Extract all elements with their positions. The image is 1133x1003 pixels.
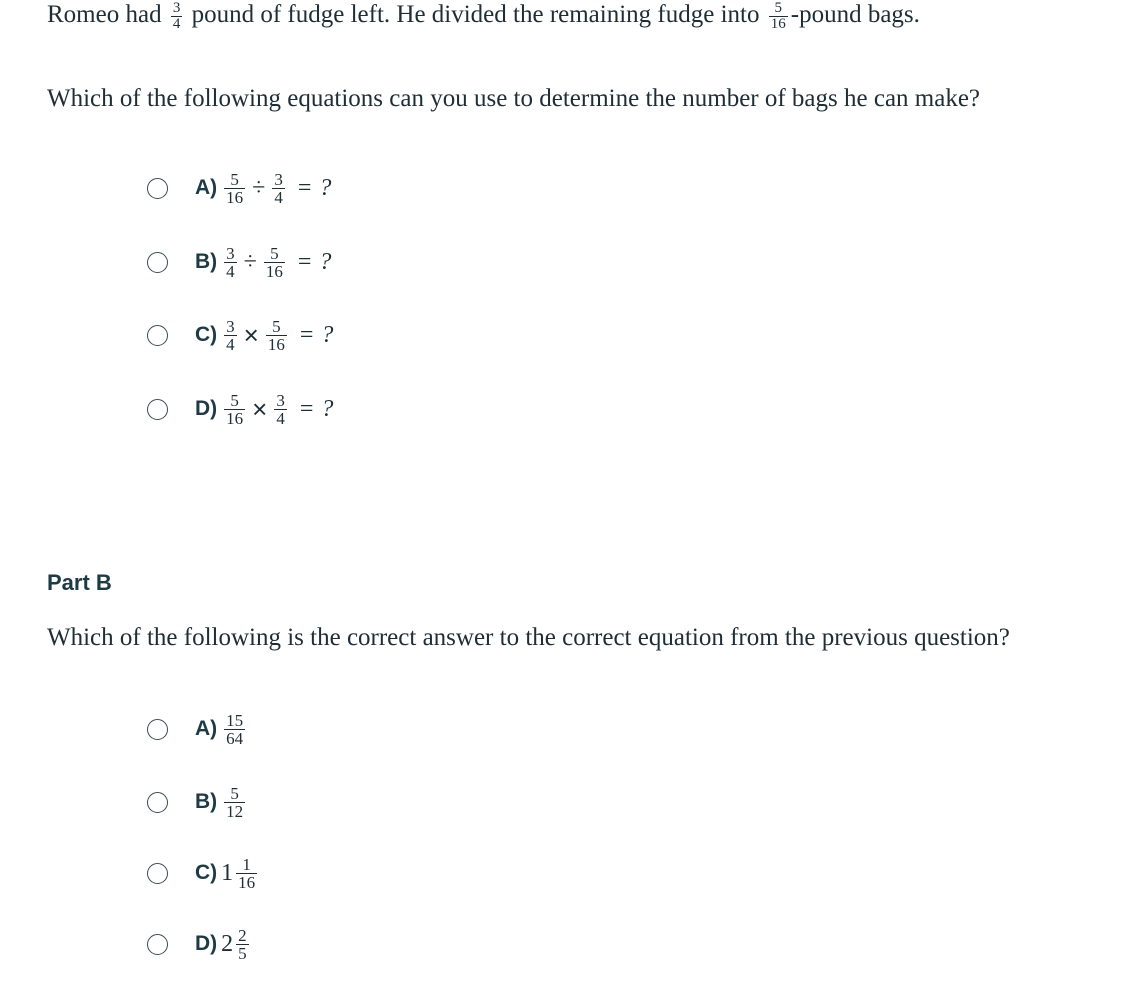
radio-button[interactable] [147,399,168,420]
part-b-option-a[interactable] [147,707,248,751]
multiplication-operator: × [243,319,259,350]
stem-fraction-three-fourths [171,1,183,32]
left-fraction [224,318,237,353]
equals-sign: = [297,174,312,201]
unknown-symbol: ? [321,321,334,348]
option-answer [221,927,252,962]
fraction-numerator: 5 [270,243,279,263]
radio-button[interactable] [147,934,168,955]
fraction-numerator: 2 [238,925,247,945]
fraction-denominator: 12 [226,801,244,821]
option-equation [221,318,333,353]
stem-text-2: pound of fudge left. He divided the remaining fudge into [191,1,760,28]
left-fraction [224,392,245,427]
fraction-numerator: 5 [230,390,239,410]
option-answer [221,785,248,820]
equals-sign: = [299,321,314,348]
question-part-b: Which of the following is the correct answer to the correct equation from the previous question? [47,624,1010,651]
fraction-numerator: 5 [230,169,239,189]
fraction-numerator: 1 [242,854,251,874]
fraction-numerator: 3 [274,169,283,189]
part-b-option-c[interactable] [147,851,260,895]
fraction-denominator: 16 [265,261,283,281]
right-fraction [272,171,285,206]
fraction-numerator: 3 [172,0,181,16]
fraction-denominator: 64 [226,728,244,748]
option-letter: B) [195,250,218,273]
answer-fraction [236,927,249,962]
problem-stem [47,0,920,32]
option-letter: B) [195,790,218,813]
fraction-numerator: 5 [774,0,782,16]
radio-button[interactable] [147,792,168,813]
right-fraction [266,318,287,353]
fraction-numerator: 5 [272,316,281,336]
option-letter: C) [195,861,218,884]
division-operator: ÷ [252,174,266,201]
fraction-numerator: 15 [226,710,244,730]
part-b-option-d[interactable] [147,922,252,966]
option-letter: A) [195,717,218,740]
fraction-numerator: 3 [226,316,235,336]
fraction-denominator: 16 [238,872,256,892]
option-equation [221,392,333,427]
fraction-numerator: 5 [230,783,239,803]
fraction-denominator: 16 [770,15,786,32]
part-b-option-b[interactable] [147,780,248,824]
part-a-option-d[interactable] [147,387,333,431]
whole-number: 2 [221,930,234,957]
option-letter: A) [195,176,218,199]
part-a-option-a[interactable] [147,166,331,210]
option-equation [221,171,331,206]
fraction-denominator: 4 [226,334,235,354]
option-answer [221,856,260,891]
option-letter: D) [195,932,218,955]
fraction-numerator: 3 [226,243,235,263]
fraction-denominator: 4 [172,15,181,32]
fraction-denominator: 16 [226,187,244,207]
question-part-a: Which of the following equations can you use to determine the number of bags he can make? [47,85,981,112]
unknown-symbol: ? [319,248,332,275]
radio-button[interactable] [147,863,168,884]
stem-text-3: -pound bags. [790,1,920,28]
part-a-option-b[interactable] [147,240,331,284]
fraction-denominator: 4 [226,261,235,281]
answer-fraction [224,785,245,820]
answer-fraction [224,712,245,747]
fraction-denominator: 5 [238,943,247,963]
fraction-denominator: 16 [267,334,285,354]
right-fraction [264,245,285,280]
option-letter: C) [195,323,218,346]
equals-sign: = [297,248,312,275]
right-fraction [274,392,287,427]
left-fraction [224,171,245,206]
division-operator: ÷ [243,248,257,275]
fraction-numerator: 3 [276,390,285,410]
radio-button[interactable] [147,719,168,740]
option-equation [221,245,331,280]
whole-number: 1 [221,859,234,886]
answer-fraction [236,856,257,891]
stem-fraction-five-sixteenths [769,1,788,32]
fraction-denominator: 4 [276,408,285,428]
option-letter: D) [195,397,218,420]
radio-button[interactable] [147,325,168,346]
fraction-denominator: 16 [226,408,244,428]
fraction-denominator: 4 [274,187,283,207]
unknown-symbol: ? [319,174,332,201]
equals-sign: = [299,395,314,422]
part-b-heading: Part B [47,570,112,595]
part-a-option-c[interactable] [147,313,333,357]
left-fraction [224,245,237,280]
radio-button[interactable] [147,178,168,199]
multiplication-operator: × [252,393,268,424]
option-answer [221,712,248,747]
radio-button[interactable] [147,252,168,273]
stem-text-1: Romeo had [47,1,162,28]
unknown-symbol: ? [321,395,334,422]
